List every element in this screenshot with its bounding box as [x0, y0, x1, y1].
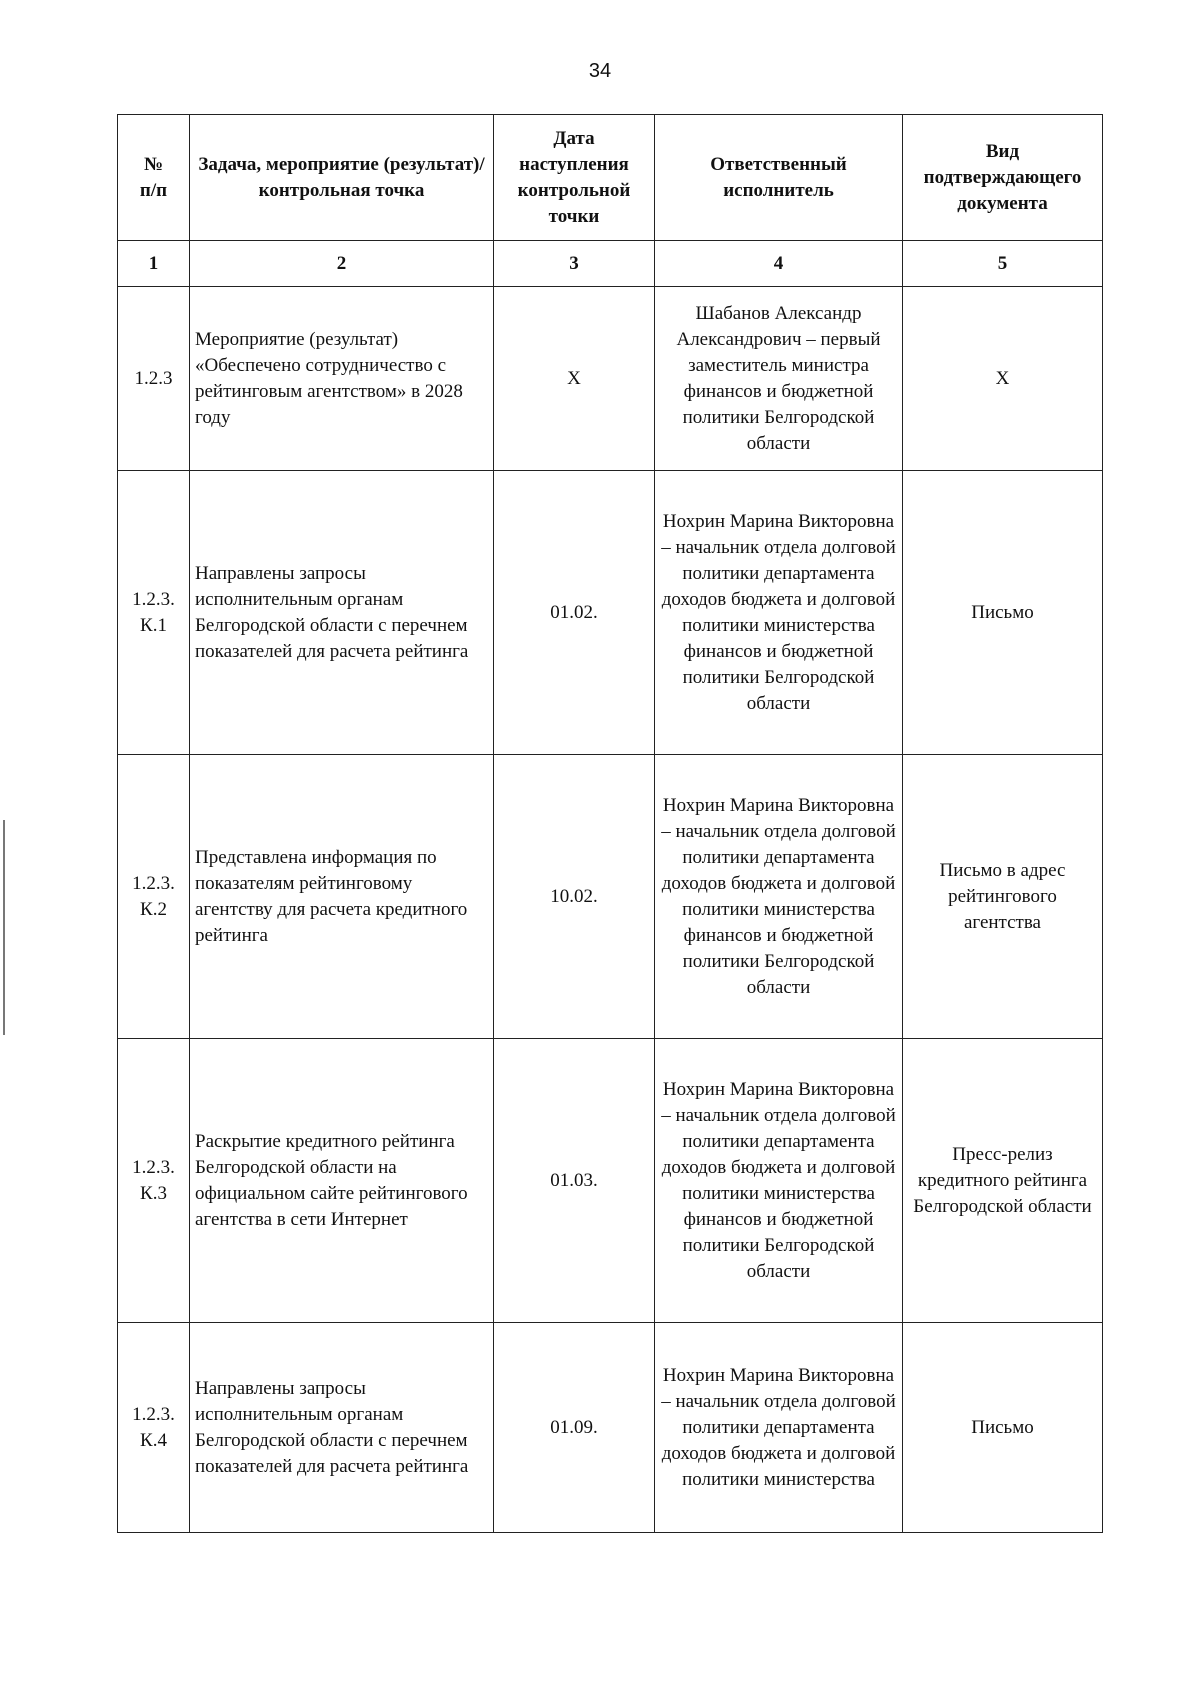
row-document: Письмо: [903, 471, 1103, 755]
row-task: Представлена информация по показателям рейтинговому агентству для расчета кредитного рейтинга: [190, 755, 494, 1039]
row-task: Направлены запросы исполнительным органам Белгородской области с перечнем показателей для расчета рейтинга: [190, 1323, 494, 1533]
column-number: 1: [118, 241, 190, 287]
column-number: 2: [190, 241, 494, 287]
header-row: [118, 115, 1103, 241]
row-executor: Нохрин Марина Викторовна – начальник отдела долговой политики департамента доходов бюджета и долговой политики министерства финансов и бюджетной политики Белгородской области: [655, 1039, 903, 1323]
control-points-table: [117, 114, 1103, 1533]
header-document: Вид подтверждающего документа: [903, 115, 1103, 241]
row-date: 01.03.: [494, 1039, 655, 1323]
table-row: [118, 287, 1103, 471]
column-number: 3: [494, 241, 655, 287]
column-number: 4: [655, 241, 903, 287]
row-executor: Шабанов Александр Александрович – первый заместитель министра финансов и бюджетной политики Белгородской области: [655, 287, 903, 471]
row-date: X: [494, 287, 655, 471]
row-document: Пресс-релиз кредитного рейтинга Белгородской области: [903, 1039, 1103, 1323]
table-row: [118, 1323, 1103, 1533]
row-executor: Нохрин Марина Викторовна – начальник отдела долговой политики департамента доходов бюджета и долговой политики министерства: [655, 1323, 903, 1533]
row-executor: Нохрин Марина Викторовна – начальник отдела долговой политики департамента доходов бюджета и долговой политики министерства финансов и бюджетной политики Белгородской области: [655, 471, 903, 755]
row-date: 10.02.: [494, 755, 655, 1039]
table-row: [118, 755, 1103, 1039]
header-task: Задача, мероприятие (результат)/контрольная точка: [190, 115, 494, 241]
row-task: Мероприятие (результат) «Обеспечено сотрудничество с рейтинговым агентством» в 2028 году: [190, 287, 494, 471]
row-task: Направлены запросы исполнительным органам Белгородской области с перечнем показателей для расчета рейтинга: [190, 471, 494, 755]
row-task: Раскрытие кредитного рейтинга Белгородской области на официальном сайте рейтингового агентства в сети Интернет: [190, 1039, 494, 1323]
row-number: 1.2.3. К.3: [118, 1039, 190, 1323]
row-date: 01.02.: [494, 471, 655, 755]
row-document: Письмо: [903, 1323, 1103, 1533]
column-number: 5: [903, 241, 1103, 287]
header-num: № п/п: [118, 115, 190, 241]
row-executor: Нохрин Марина Викторовна – начальник отдела долговой политики департамента доходов бюджета и долговой политики министерства финансов и бюджетной политики Белгородской области: [655, 755, 903, 1039]
row-document: X: [903, 287, 1103, 471]
header-executor: Ответственный исполнитель: [655, 115, 903, 241]
row-number: 1.2.3: [118, 287, 190, 471]
table-row: [118, 1039, 1103, 1323]
page-number: 34: [588, 60, 612, 82]
row-number: 1.2.3. К.2: [118, 755, 190, 1039]
column-number-row: [118, 241, 1103, 287]
row-number: 1.2.3. К.1: [118, 471, 190, 755]
row-document: Письмо в адрес рейтингового агентства: [903, 755, 1103, 1039]
row-number: 1.2.3. К.4: [118, 1323, 190, 1533]
row-date: 01.09.: [494, 1323, 655, 1533]
header-date: Дата наступления контрольной точки: [494, 115, 655, 241]
scan-edge-line: [3, 820, 5, 1035]
table-row: [118, 471, 1103, 755]
